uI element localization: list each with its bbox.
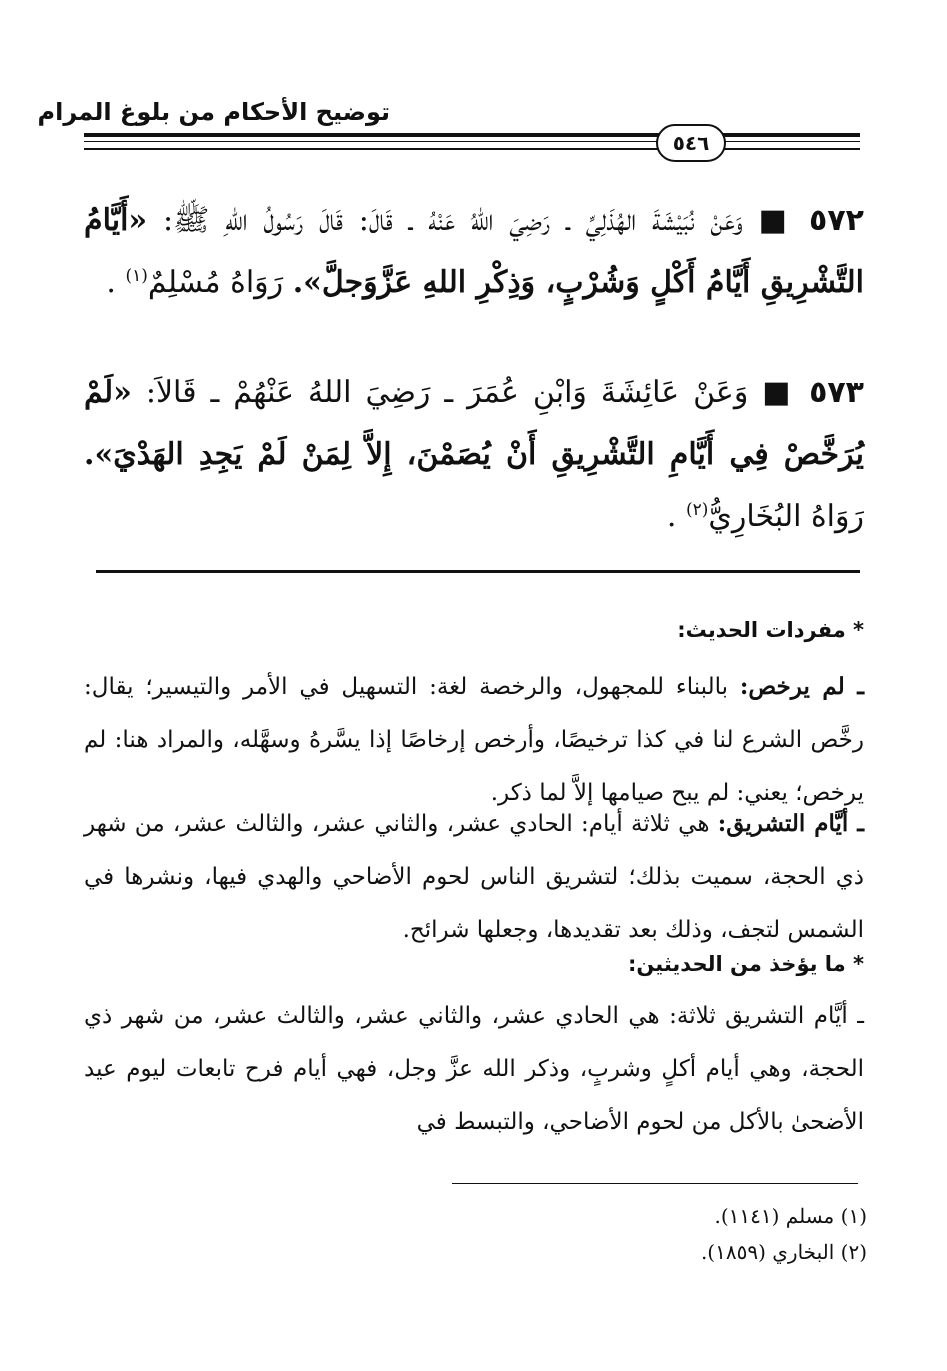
lessons-heading: * ما يؤخذ من الحديثين: — [627, 952, 864, 976]
hadith-number: ٥٧٢ — [809, 203, 864, 238]
hadith-quote: «لَمْ يُرَخَّصْ فِي أَيَّامِ التَّشْرِيقِ أَنْ يُصَمْنَ، إِلاَّ لِمَنْ لَمْ يَجِدِ الهَدْيَ». — [84, 375, 864, 472]
hadith-dash: ■ — [758, 203, 794, 238]
footnote-mark: (١) — [840, 1204, 867, 1228]
hadith-intro: وَعَنْ نُبَيْشَةَ الهُذَلِيِّ ـ رَضِيَ اللهُ عَنْهُ ـ قَالَ: قَالَ رَسُولُ اللهِ ﷺ: — [162, 203, 743, 238]
hadith-end: . — [106, 265, 116, 300]
vocab-definition: هي ثلاثة أيام: الحادي عشر، والثاني عشر، والثالث عشر، من شهر ذي الحجة، سميت بذلك؛ لتشريق الناس لحوم الأضاحي والهدي فيها، ونشرها في الشمس لتجف، وذلك بعد تقديدها، وجعلها شرائح. — [84, 811, 864, 943]
footnote-text: مسلم (١١٤١). — [714, 1204, 835, 1228]
vocab-item-2 — [84, 797, 864, 957]
footnote-text: البخاري (١٨٥٩). — [700, 1240, 835, 1264]
vocab-item-1 — [84, 660, 864, 820]
hadith-573 — [84, 362, 864, 548]
hadith-intro: وَعَنْ عَائِشَةَ وَابْنِ عُمَرَ ـ رَضِيَ اللهُ عَنْهُمْ ـ قَالاَ: — [145, 375, 749, 410]
footnote-1 — [714, 1204, 867, 1228]
header-rule-thin — [84, 141, 860, 142]
hadith-quote: «أَيَّامُ التَّشْرِيقِ أَيَّامُ أَكْلٍ وَشُرْبٍ، وَذِكْرِ اللهِ عَزَّوَجلَّ». — [84, 203, 864, 300]
hadith-number: ٥٧٣ — [809, 375, 864, 410]
hadith-narrator: رَوَاهُ البُخَارِيُّ — [708, 499, 864, 534]
hadith-end: . — [666, 499, 677, 534]
lesson-text: ـ أيَّام التشريق ثلاثة: هي الحادي عشر، والثاني عشر، والثالث عشر، من شهر ذي الحجة، وهي أيام أكلٍ وشربٍ، وذكر الله عزَّ وجل، فهي أيام فرح تابعات ليوم عيد الأضحىٰ بالأكل من لحوم الأضاحي، والتبسط في — [84, 1003, 864, 1135]
footnote-mark: (٢) — [840, 1240, 867, 1264]
vocab-term: ـ أيَّام التشريق: — [717, 810, 864, 837]
hadith-dash: ■ — [762, 375, 796, 410]
footnote-rule — [452, 1183, 858, 1184]
vocab-term: ـ لم يرخص: — [739, 673, 865, 700]
vocab-definition: بالبناء للمجهول، والرخصة لغة: التسهيل في الأمر والتيسير؛ يقال: رخَّص الشرع لنا في كذا ترخيصًا، وأرخص إرخاصًا إذا يسَّرهُ وسهَّله، والمراد هنا: لم يرخص؛ يعني: لم يبح صيامها إلاَّ لما ذكر. — [84, 674, 864, 806]
header-rule-thick — [84, 133, 860, 137]
header-rule-under — [84, 148, 860, 150]
lessons-item-1 — [84, 990, 864, 1149]
hadith-narrator: رَوَاهُ مُسْلِمٌ — [147, 265, 284, 300]
footnote-mark: (١) — [125, 266, 148, 286]
footnote-2 — [701, 1240, 867, 1264]
vocab-heading: * مفردات الحديث: — [677, 618, 864, 642]
section-divider — [96, 570, 860, 573]
footnote-mark: (٢) — [686, 500, 709, 520]
page-number: ٥٤٦ — [656, 124, 726, 162]
running-head-title: توضيح الأحكام من بلوغ المرام — [37, 98, 390, 126]
hadith-572 — [84, 190, 864, 314]
